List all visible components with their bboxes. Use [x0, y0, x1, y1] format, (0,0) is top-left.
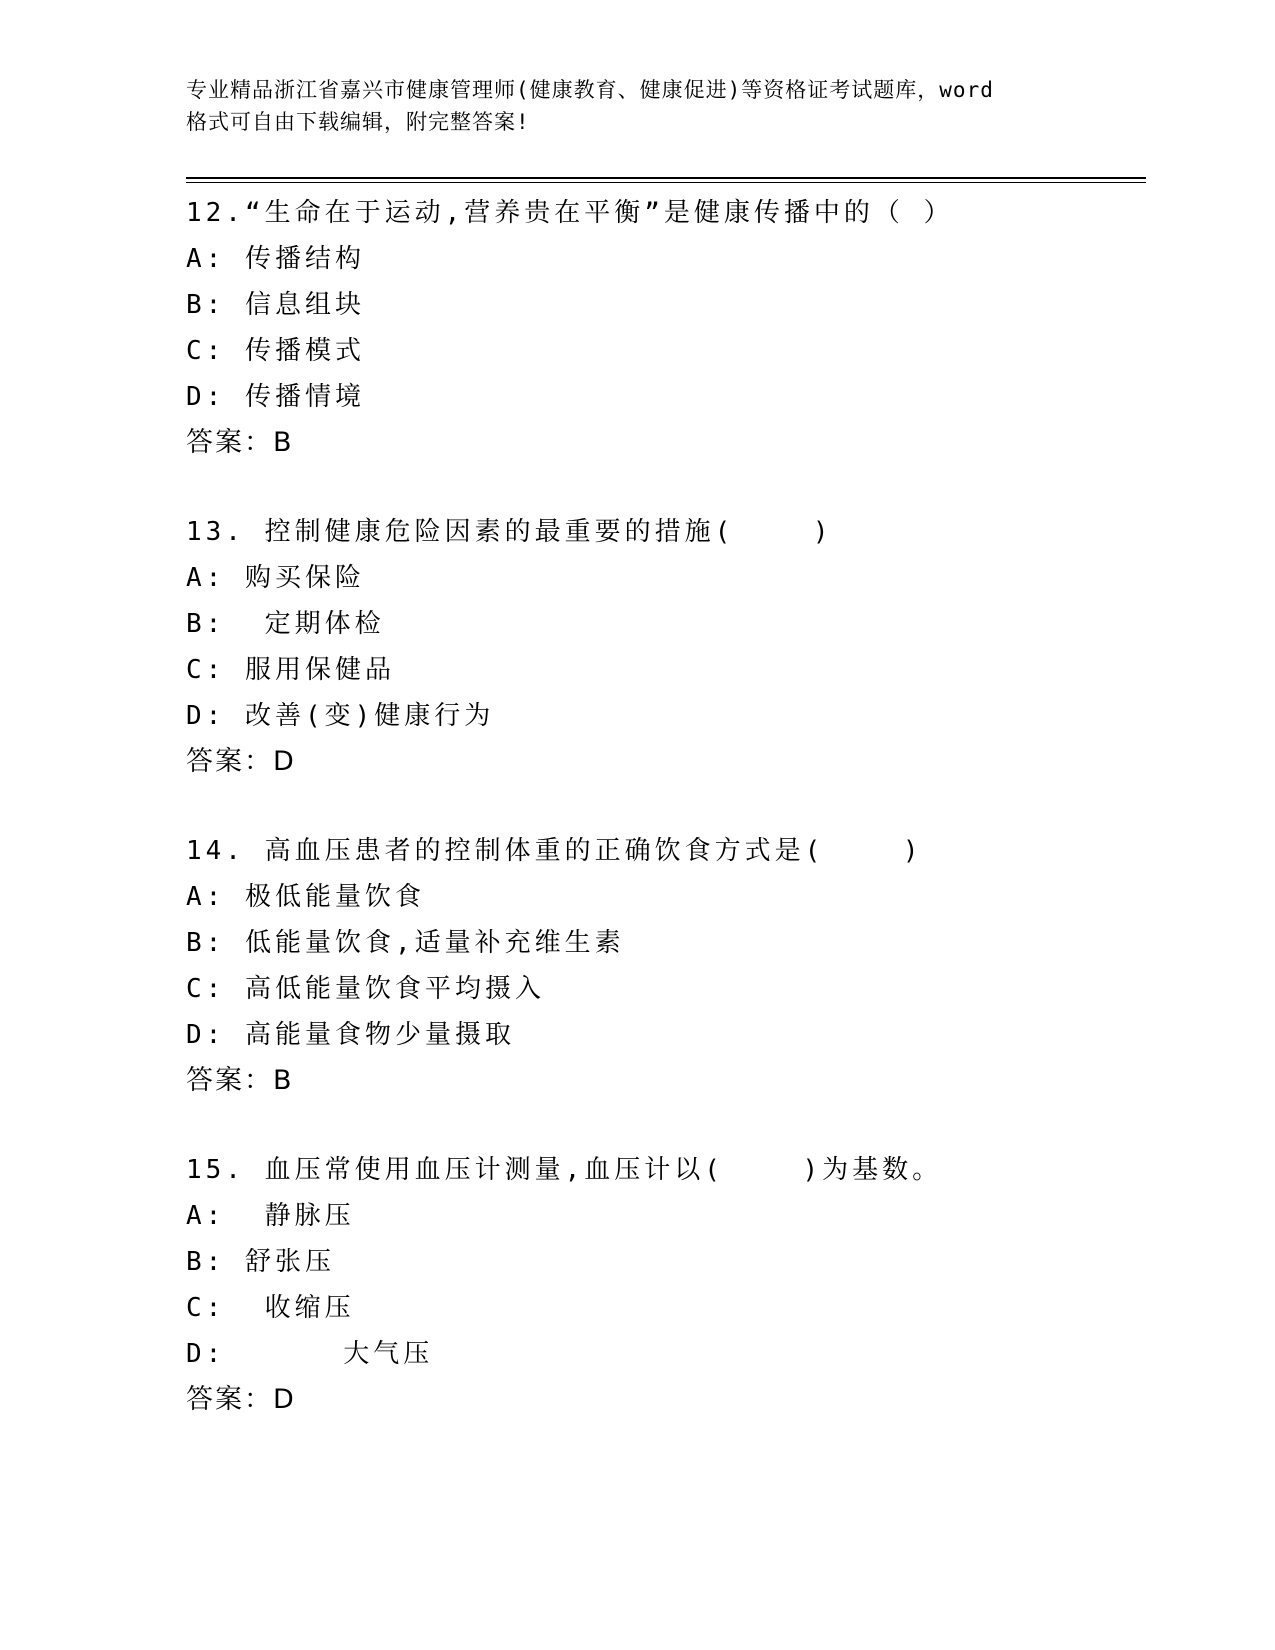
option-b: B: 定期体检 [186, 609, 385, 639]
option-a: A: 静脉压 [186, 1201, 355, 1231]
header-line-1: 专业精品浙江省嘉兴市健康管理师(健康教育、健康促进)等资格证考试题库，word [186, 78, 994, 102]
answer: 答案：B [186, 427, 294, 458]
answer: 答案：D [186, 746, 296, 777]
option-a: A: 传播结构 [186, 244, 365, 274]
option-d: D: 大气压 [186, 1339, 434, 1369]
option-b: B: 信息组块 [186, 290, 365, 320]
question-15 [186, 1147, 1146, 1423]
option-a: A: 极低能量饮食 [186, 882, 425, 912]
option-d: D: 改善(变)健康行为 [186, 701, 495, 731]
header-line-2: 格式可自由下载编辑，附完整答案! [186, 110, 530, 134]
option-a: A: 购买保险 [186, 563, 365, 593]
question-stem: 14. 高血压患者的控制体重的正确饮食方式是( ) [186, 836, 923, 866]
answer: 答案：B [186, 1065, 294, 1096]
document-header [186, 74, 1086, 138]
question-stem: 12.“生命在于运动,营养贵在平衡”是健康传播中的（ ） [186, 198, 954, 228]
header-divider-thick [186, 177, 1146, 179]
answer: 答案：D [186, 1384, 296, 1415]
option-c: C: 高低能量饮食平均摄入 [186, 974, 545, 1004]
question-12 [186, 190, 1146, 466]
option-b: B: 低能量饮食,适量补充维生素 [186, 928, 625, 958]
question-14 [186, 828, 1146, 1104]
option-b: B: 舒张压 [186, 1247, 335, 1277]
option-c: C: 服用保健品 [186, 655, 395, 685]
question-stem: 13. 控制健康危险因素的最重要的措施( ) [186, 517, 833, 547]
option-d: D: 高能量食物少量摄取 [186, 1020, 515, 1050]
question-13 [186, 509, 1146, 785]
option-c: C: 收缩压 [186, 1293, 355, 1323]
header-divider-thin [186, 182, 1146, 183]
option-d: D: 传播情境 [186, 382, 365, 412]
option-c: C: 传播模式 [186, 336, 365, 366]
question-stem: 15. 血压常使用血压计测量,血压计以( )为基数。 [186, 1155, 943, 1185]
